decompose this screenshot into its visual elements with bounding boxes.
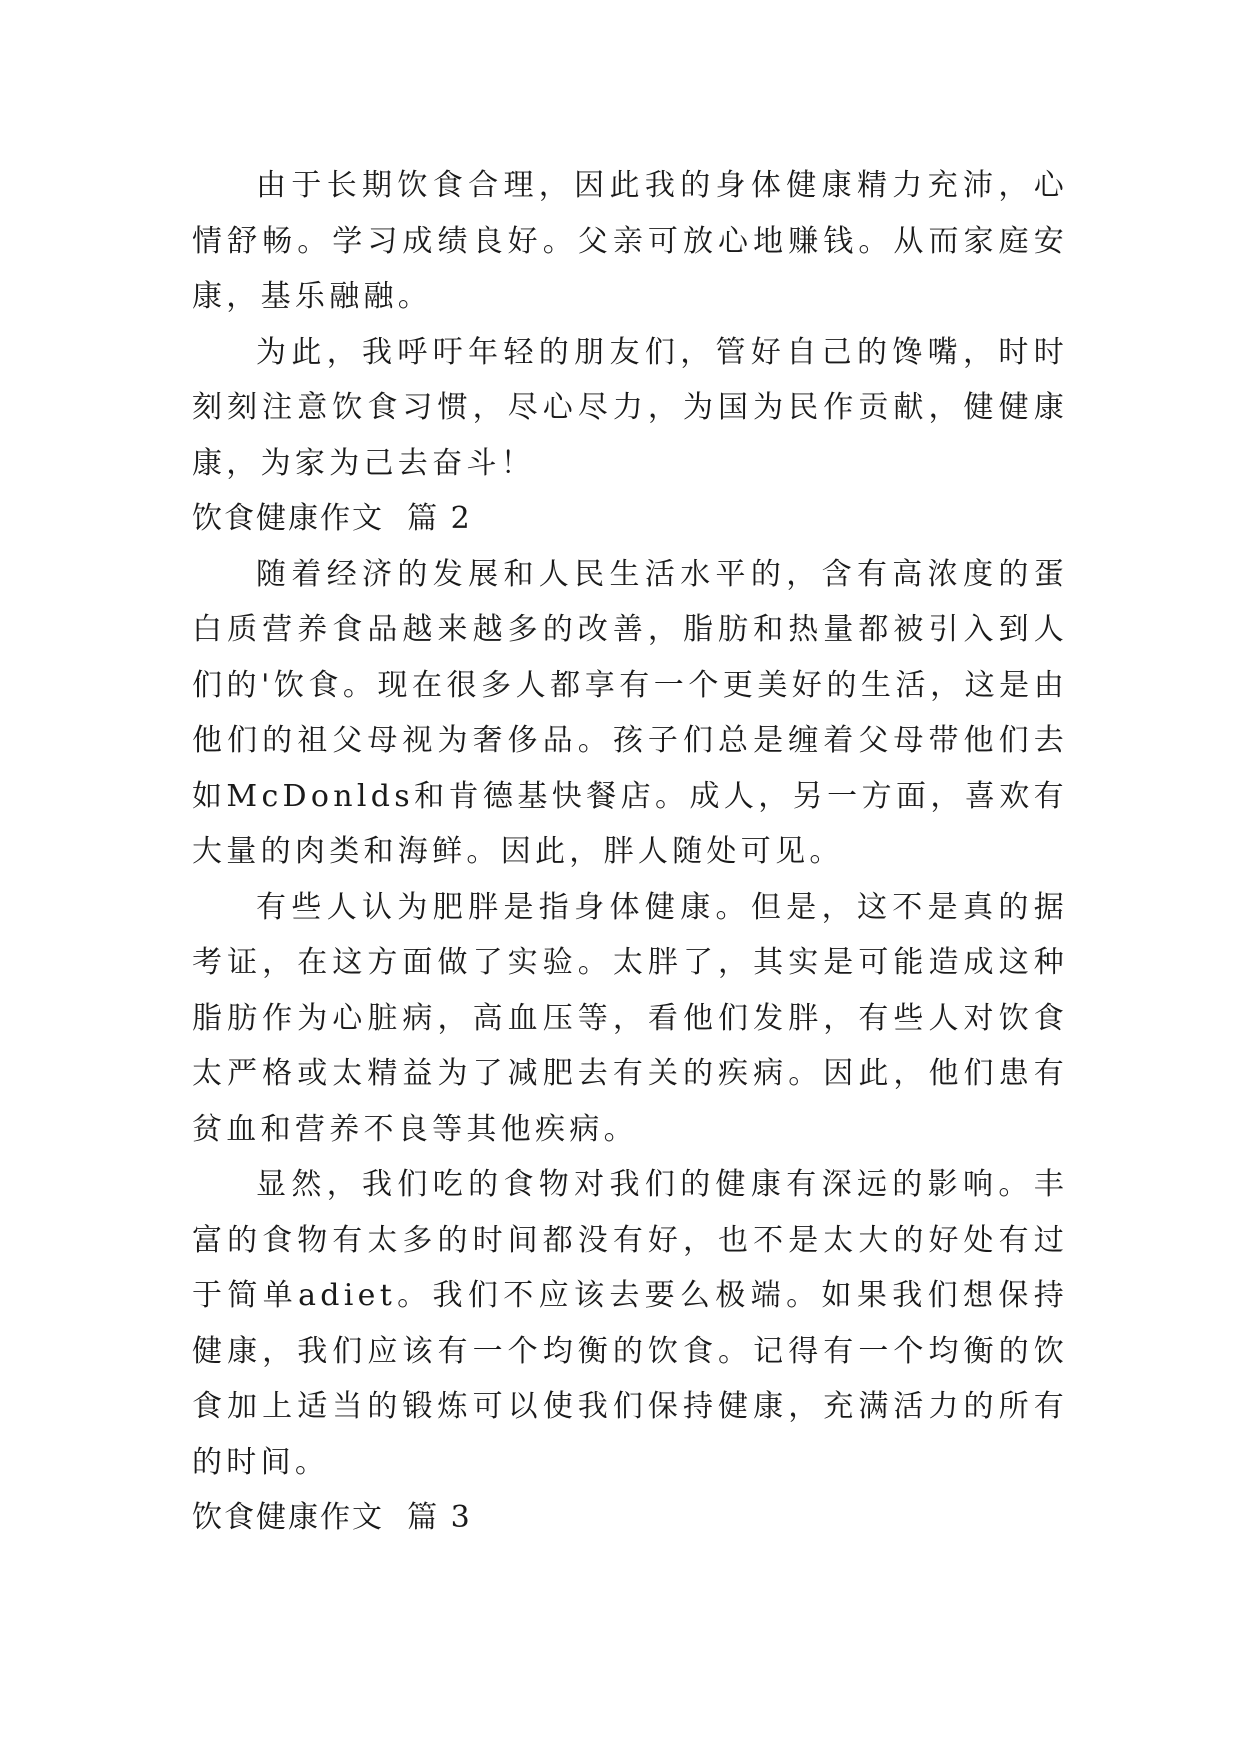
paragraph-appeal: 为此，我呼吁年轻的朋友们，管好自己的馋嘴，时时刻刻注意饮食习惯，尽心尽力，为国为民作贡献，健健康康，为家为己去奋斗！ [192, 334, 1068, 481]
paragraph-balanced-diet: 显然，我们吃的食物对我们的健康有深远的影响。丰富的食物有太多的时间都没有好，也不是太大的好处有过于简单adiet。我们不应该去要么极端。如果我们想保持健康，我们应该有一个均衡的饮食。记得有一个均衡的饮食加上适当的锻炼可以使我们保持健康，充满活力的所有的时间。 [192, 1167, 1068, 1480]
paragraph-health-benefits: 由于长期饮食合理，因此我的身体健康精力充沛，心情舒畅。学习成绩良好。父亲可放心地赚钱。从而家庭安康，基乐融融。 [192, 168, 1068, 314]
essay-heading-3: 饮食健康作文 篇 3 [192, 1500, 472, 1535]
document-body [192, 158, 1068, 1546]
paragraph-obesity: 有些人认为肥胖是指身体健康。但是，这不是真的据考证，在这方面做了实验。太胖了，其实是可能造成这种脂肪作为心脏病，高血压等，看他们发胖，有些人对饮食太严格或太精益为了减肥去有关的疾病。因此，他们患有贫血和营养不良等其他疾病。 [192, 889, 1068, 1147]
essay-heading-2: 饮食健康作文 篇 2 [192, 501, 472, 536]
paragraph-economic-development: 随着经济的发展和人民生活水平的，含有高浓度的蛋白质营养食品越来越多的改善，脂肪和热量都被引入到人们的'饮食。现在很多人都享有一个更美好的生活，这是由他们的祖父母视为奢侈品。孩子们总是缠着父母带他们去如McDonlds和肯德基快餐店。成人，另一方面，喜欢有大量的肉类和海鲜。因此，胖人随处可见。 [192, 556, 1068, 869]
